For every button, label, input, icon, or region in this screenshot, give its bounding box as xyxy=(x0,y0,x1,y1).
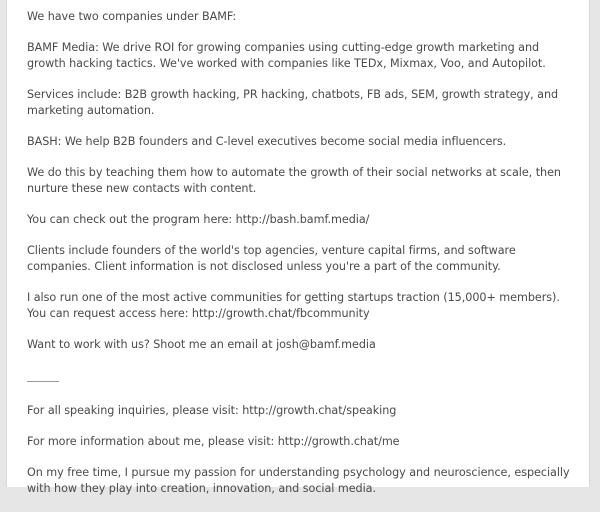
about-text-block xyxy=(27,9,579,512)
paragraph-program-link: You can check out the program here: http://bash.bamf.media/ xyxy=(27,213,370,226)
paragraph-free-time: On my free time, I pursue my passion for understanding psychology and neuroscience, especially with how they play into creation, innovation, and social media. xyxy=(27,466,570,495)
paragraph-bash: BASH: We help B2B founders and C-level executives become social media influencers. xyxy=(27,135,507,148)
paragraph-contact: Want to work with us? Shoot me an email at josh@bamf.media xyxy=(27,338,376,351)
paragraph-bamf-media: BAMF Media: We drive ROI for growing companies using cutting-edge growth marketing and growth hacking tactics. We've worked with companies like TEDx, Mixmax, Voo, and Autopilot. xyxy=(27,41,546,70)
paragraph-companies-intro: We have two companies under BAMF: xyxy=(27,10,237,23)
about-section-card xyxy=(6,0,590,495)
paragraph-bash-method: We do this by teaching them how to automate the growth of their social networks at scale, then nurture these new contacts with content. xyxy=(27,166,561,195)
paragraph-clients: Clients include founders of the world's top agencies, venture capital firms, and software companies. Client information is not disclosed unless you're a part of the community. xyxy=(27,244,516,273)
paragraph-community: I also run one of the most active communities for getting startups traction (15,000+ members). You can request access here: http://growth.chat/fbcommunity xyxy=(27,291,560,320)
paragraph-services: Services include: B2B growth hacking, PR hacking, chatbots, FB ads, SEM, growth strategy, and marketing automation. xyxy=(27,88,559,117)
section-divider xyxy=(27,381,59,382)
paragraph-more-info: For more information about me, please visit: http://growth.chat/me xyxy=(27,435,400,448)
paragraph-speaking: For all speaking inquiries, please visit: http://growth.chat/speaking xyxy=(27,404,397,417)
